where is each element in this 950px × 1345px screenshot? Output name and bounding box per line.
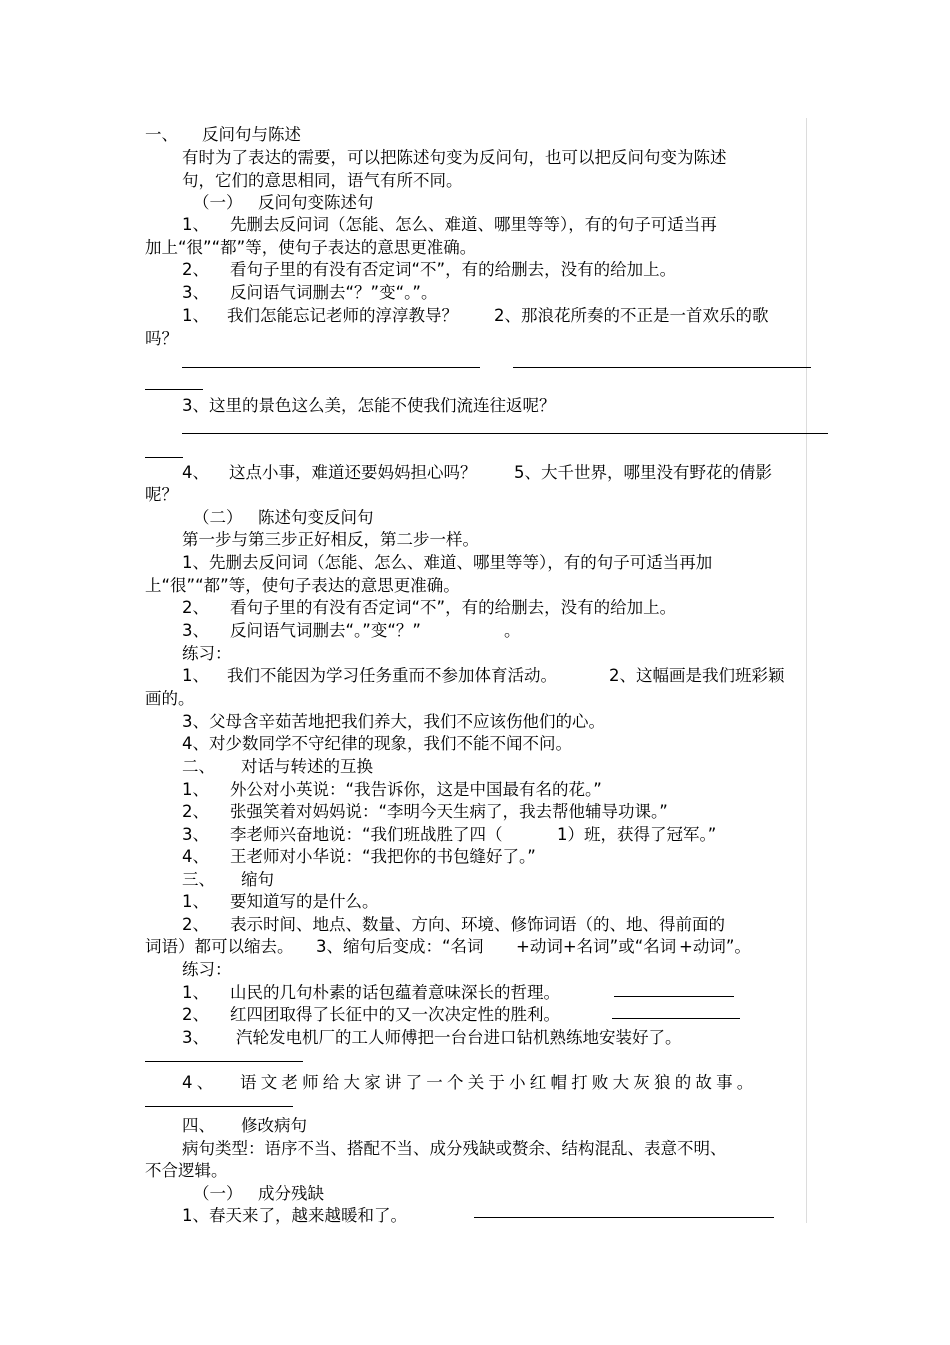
rule-item [182,914,725,936]
rule-item [182,214,717,236]
section-title: 修改病句 [241,1116,307,1135]
item-number: 1、 [182,983,209,1002]
subsection-heading [193,192,374,214]
item-text: 先删去反问词（怎能、怎么、难道、哪里等等），有的句子可适当再 [230,215,717,234]
item-text: 语文老师给大家讲了一个关于小红帽打败大灰狼的故事。 [240,1073,758,1092]
subsection-title: 成分残缺 [258,1184,324,1203]
rule-item [182,259,677,281]
exercise-item [182,846,536,868]
exercise-label: 练习： [182,960,232,979]
item-text: 张强笑着对妈妈说：“李明今天生病了，我去帮他辅导功课。” [230,802,668,821]
exercise-item [182,1027,682,1049]
subsection-number: （一） [193,1184,243,1203]
section-heading-1 [145,124,301,146]
exercise-item [182,824,717,846]
rule-item [182,620,521,642]
rule-item-continued: 加上“很”“都”等，使句子表达的意思更准确。 [145,238,477,257]
intro-line-2: 句，它们的意思相同，语气有所不同。 [182,171,463,190]
answer-blank[interactable] [182,367,480,368]
item-text-2: 。 [504,621,521,640]
item-number: 1、 [182,780,209,799]
page-edge-line [806,118,807,1223]
item-text: 反问语气词删去“。”变“？” [230,621,421,640]
item-text: 要知道写的是什么。 [230,892,379,911]
rule-item-continued [145,936,751,958]
section-heading-2 [182,756,373,778]
exercise-item [182,779,602,801]
item-text: 我们怎能忘记老师的淳淳教导？ [227,306,458,325]
section-heading-3 [182,869,274,891]
exercise-item [182,1072,758,1094]
intro-line-1: 有时为了表达的需要，可以把陈述句变为反问句，也可以把反问句变为陈述 [182,148,727,167]
item-text-2: 2、那浪花所奏的不正是一首欢乐的歌 [494,306,769,325]
exercise-label: 练习： [182,644,232,663]
rule-item [182,282,438,304]
item-number: 1、 [182,215,209,234]
item-number: 2、 [182,915,209,934]
section-heading-4 [182,1115,307,1137]
rule-item: 1、先删去反问词（怎能、怎么、难道、哪里等等），有的句子可适当再加 [182,553,713,572]
item-text: 红四团取得了长征中的又一次决定性的胜利。 [230,1005,560,1024]
item-text-2: 5、大千世界，哪里没有野花的倩影 [514,463,772,482]
section-title: 反问句与陈述 [202,125,301,144]
item-number: 1、 [182,306,209,325]
section-title: 缩句 [241,870,274,889]
answer-blank[interactable] [145,1106,293,1107]
subsection-number: （二） [193,508,243,527]
item-text: 这点小事，难道还要妈妈担心吗？ [229,463,477,482]
item-text: 汽轮发电机厂的工人师傅把一台台进口钻机熟练地安装好了。 [236,1028,682,1047]
answer-blank[interactable] [145,1061,303,1062]
item-number: 4、 [182,847,209,866]
item-text: 看句子里的有没有否定词“不”，有的给删去，没有的给加上。 [230,598,677,617]
item-text-4: +动词”。 [679,937,751,956]
item-number: 1、 [182,666,209,685]
item-number: 3、 [182,621,209,640]
exercise-item [182,1004,560,1026]
section-title: 对话与转述的互换 [241,757,373,776]
item-text: 王老师对小华说：“我把你的书包缝好了。” [230,847,536,866]
item-text-2: 1）班，获得了冠军。” [557,825,717,844]
answer-blank[interactable] [182,433,828,434]
item-number: 3、 [182,283,209,302]
answer-blank[interactable] [474,1217,774,1218]
item-number: 2、 [182,802,209,821]
exercise-item: 3、这里的景色这么美，怎能不使我们流连往返呢？ [182,396,556,415]
answer-blank[interactable] [513,367,811,368]
item-text: 外公对小英说：“我告诉你，这是中国最有名的花。” [230,780,602,799]
item-text: 表示时间、地点、数量、方向、环境、修饰词语（的、地、得前面的 [230,915,725,934]
item-text: 李老师兴奋地说：“我们班战胜了四（ [230,825,503,844]
exercise-item: 1、春天来了，越来越暖和了。 [182,1206,407,1225]
exercise-item: 4、对少数同学不守纪律的现象，我们不能不闻不问。 [182,734,572,753]
rule-item-continued: 上“很”“都”等，使句子表达的意思更准确。 [145,576,460,595]
section-number: 一、 [145,125,178,144]
item-text-2: 2、这幅画是我们班彩颖 [609,666,785,685]
section-number: 三、 [182,870,215,889]
answer-blank[interactable] [145,457,183,458]
exercise-item: 3、父母含辛茹苦地把我们养大，我们不应该伤他们的心。 [182,712,605,731]
item-number: 3、 [182,825,209,844]
rule-text: 第一步与第三步正好相反，第二步一样。 [182,530,479,549]
subsection-title: 反问句变陈述句 [258,193,374,212]
exercise-continued: 画的。 [145,689,195,708]
exercise-item [182,665,785,687]
answer-blank[interactable] [612,1018,740,1019]
exercise-item [182,305,769,327]
item-number: 4、 [182,463,209,482]
item-text: 词语）都可以缩去。 [145,937,294,956]
subsection-number: （一） [193,193,243,212]
section-number: 四、 [182,1116,215,1135]
exercise-item [182,801,668,823]
item-number: 3、 [182,1028,209,1047]
item-number: 1、 [182,892,209,911]
rule-text: 病句类型：语序不当、搭配不当、成分残缺或赘余、结构混乱、表意不明、 [182,1139,727,1158]
subsection-heading [193,1183,324,1205]
item-text: 看句子里的有没有否定词“不”，有的给删去，没有的给加上。 [230,260,677,279]
exercise-item [182,982,560,1004]
item-number: 4、 [182,1073,218,1092]
answer-blank[interactable] [145,389,203,390]
item-text: 反问语气词删去“？”变“。”。 [230,283,438,302]
exercise-continued: 吗？ [145,329,178,348]
rule-item [182,891,379,913]
item-text: 山民的几句朴素的话包蕴着意味深长的哲理。 [230,983,560,1002]
answer-blank[interactable] [614,996,734,997]
item-number: 2、 [182,598,209,617]
item-text-3: +动词+名词”或“名词 [516,937,677,956]
rule-text-continued: 不合逻辑。 [145,1161,228,1180]
item-text: 我们不能因为学习任务重而不参加体育活动。 [227,666,557,685]
section-number: 二、 [182,757,215,776]
subsection-title: 陈述句变反问句 [258,508,374,527]
item-number: 2、 [182,1005,209,1024]
item-number: 2、 [182,260,209,279]
item-text-2: 3、缩句后变成：“名词 [316,937,484,956]
rule-item [182,597,677,619]
exercise-item [182,462,772,484]
exercise-continued: 呢？ [145,485,178,504]
subsection-heading [193,507,374,529]
